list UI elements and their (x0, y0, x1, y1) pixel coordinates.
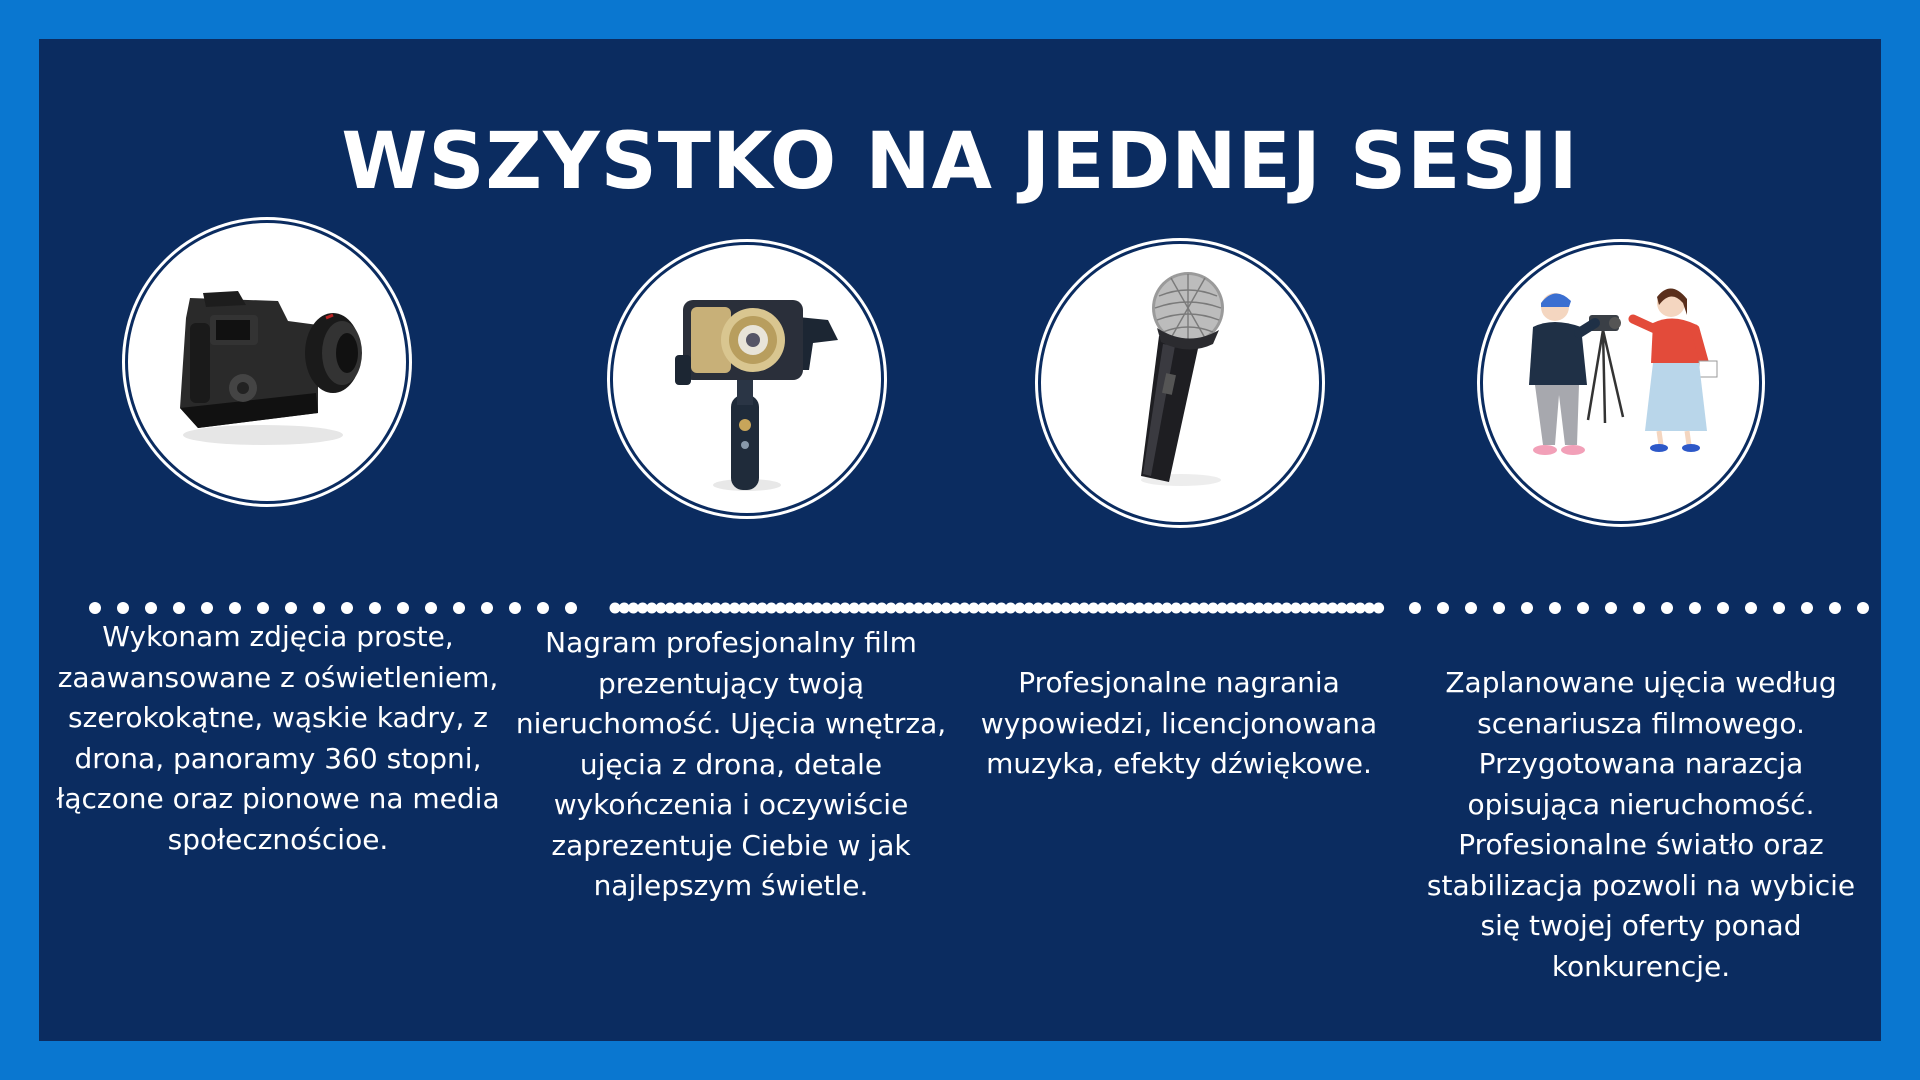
dotted-divider (89, 598, 1879, 618)
feature-3-description: Profesjonalne nagrania wypowiedzi, licencjonowana muzyka, efekty dźwiękowe. (980, 666, 1378, 780)
feature-1-description: Wykonam zdjęcia proste, zaawansowane z oświetleniem, szerokokątne, wąskie kadry, z drona, panoramy 360 stopni, łączone oraz pionowe na media społecznościoe. (56, 620, 500, 856)
film-crew-icon (1483, 245, 1759, 521)
gimbal-camera-icon (613, 245, 881, 513)
feature-4-description: Zaplanowane ujęcia według scenariusza filmowego. Przygotowana narazcja opisująca nieruchomość. Profesionalne światło oraz stabilizacja pozwoli na wybicie się twojej oferty ponad konkurencje. (1426, 666, 1856, 983)
main-panel (39, 39, 1881, 1041)
feature-2-description: Nagram profesjonalny film prezentujący twoją nieruchomość. Ujęcia wnętrza, ujęcia z drona, detale wykończenia i oczywiście zaprezentuje Ciebie w jak najlepszym świetle. (515, 626, 947, 902)
photo-camera-icon (128, 223, 406, 501)
page-title: WSZYSTKO NA JEDNEJ SESJI (341, 117, 1579, 207)
microphone-icon (1041, 244, 1319, 522)
